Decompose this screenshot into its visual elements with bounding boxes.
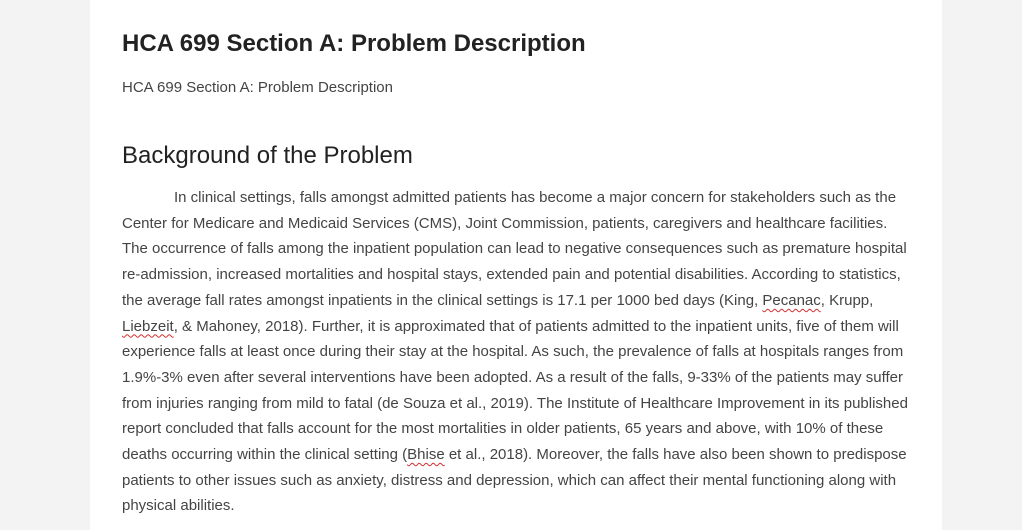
misspelled-word[interactable]: Bhise	[407, 446, 445, 464]
misspelled-word[interactable]: Liebzeit	[122, 317, 174, 335]
document-page	[90, 0, 942, 530]
misspelled-word[interactable]: Pecanac	[762, 291, 821, 309]
paragraph-text: In clinical settings, falls amongst admitted patients has become a major concern for stakeholders such as the Center for Medicare and Medicaid Services (CMS), Joint Commission, patients, caregivers and healthcare facilities. The occurrence of falls among the inpatient population can lead to negative consequences such as premature hospital re-admission, increased mortalities and hospital stays, extended pain and potential disabilities. According to statistics, the average fall rates amongst inpatients in the clinical settings is 17.1 per 1000 bed days (King,	[122, 189, 907, 309]
section-heading: Background of the Problem	[122, 142, 413, 169]
document-title: HCA 699 Section A: Problem Description	[122, 30, 586, 57]
document-subtitle: HCA 699 Section A: Problem Description	[122, 79, 393, 96]
paragraph-text: et al., 2018). Moreover, the falls have also been shown to predispose patients to other issues such as anxiety, distress and depression, which can affect their mental functioning along with physical abilities.	[122, 446, 907, 515]
body-paragraph[interactable]	[122, 185, 912, 519]
paragraph-text: , & Mahoney, 2018). Further, it is approximated that of patients admitted to the inpatient units, five of them will experience falls at least once during their stay at the hospital. As such, the prevalence of falls at hospitals ranges from 1.9%-3% even after several interventions have been adopted. As a result of the falls, 9-33% of the patients may suffer from injuries ranging from mild to fatal (de Souza et al., 2019). The Institute of Healthcare Improvement in its published report concluded that falls account for the most mortalities in older patients, 65 years and above, with 10% of these deaths occurring within the clinical setting (	[122, 317, 908, 464]
paragraph-text: , Krupp,	[820, 291, 874, 309]
